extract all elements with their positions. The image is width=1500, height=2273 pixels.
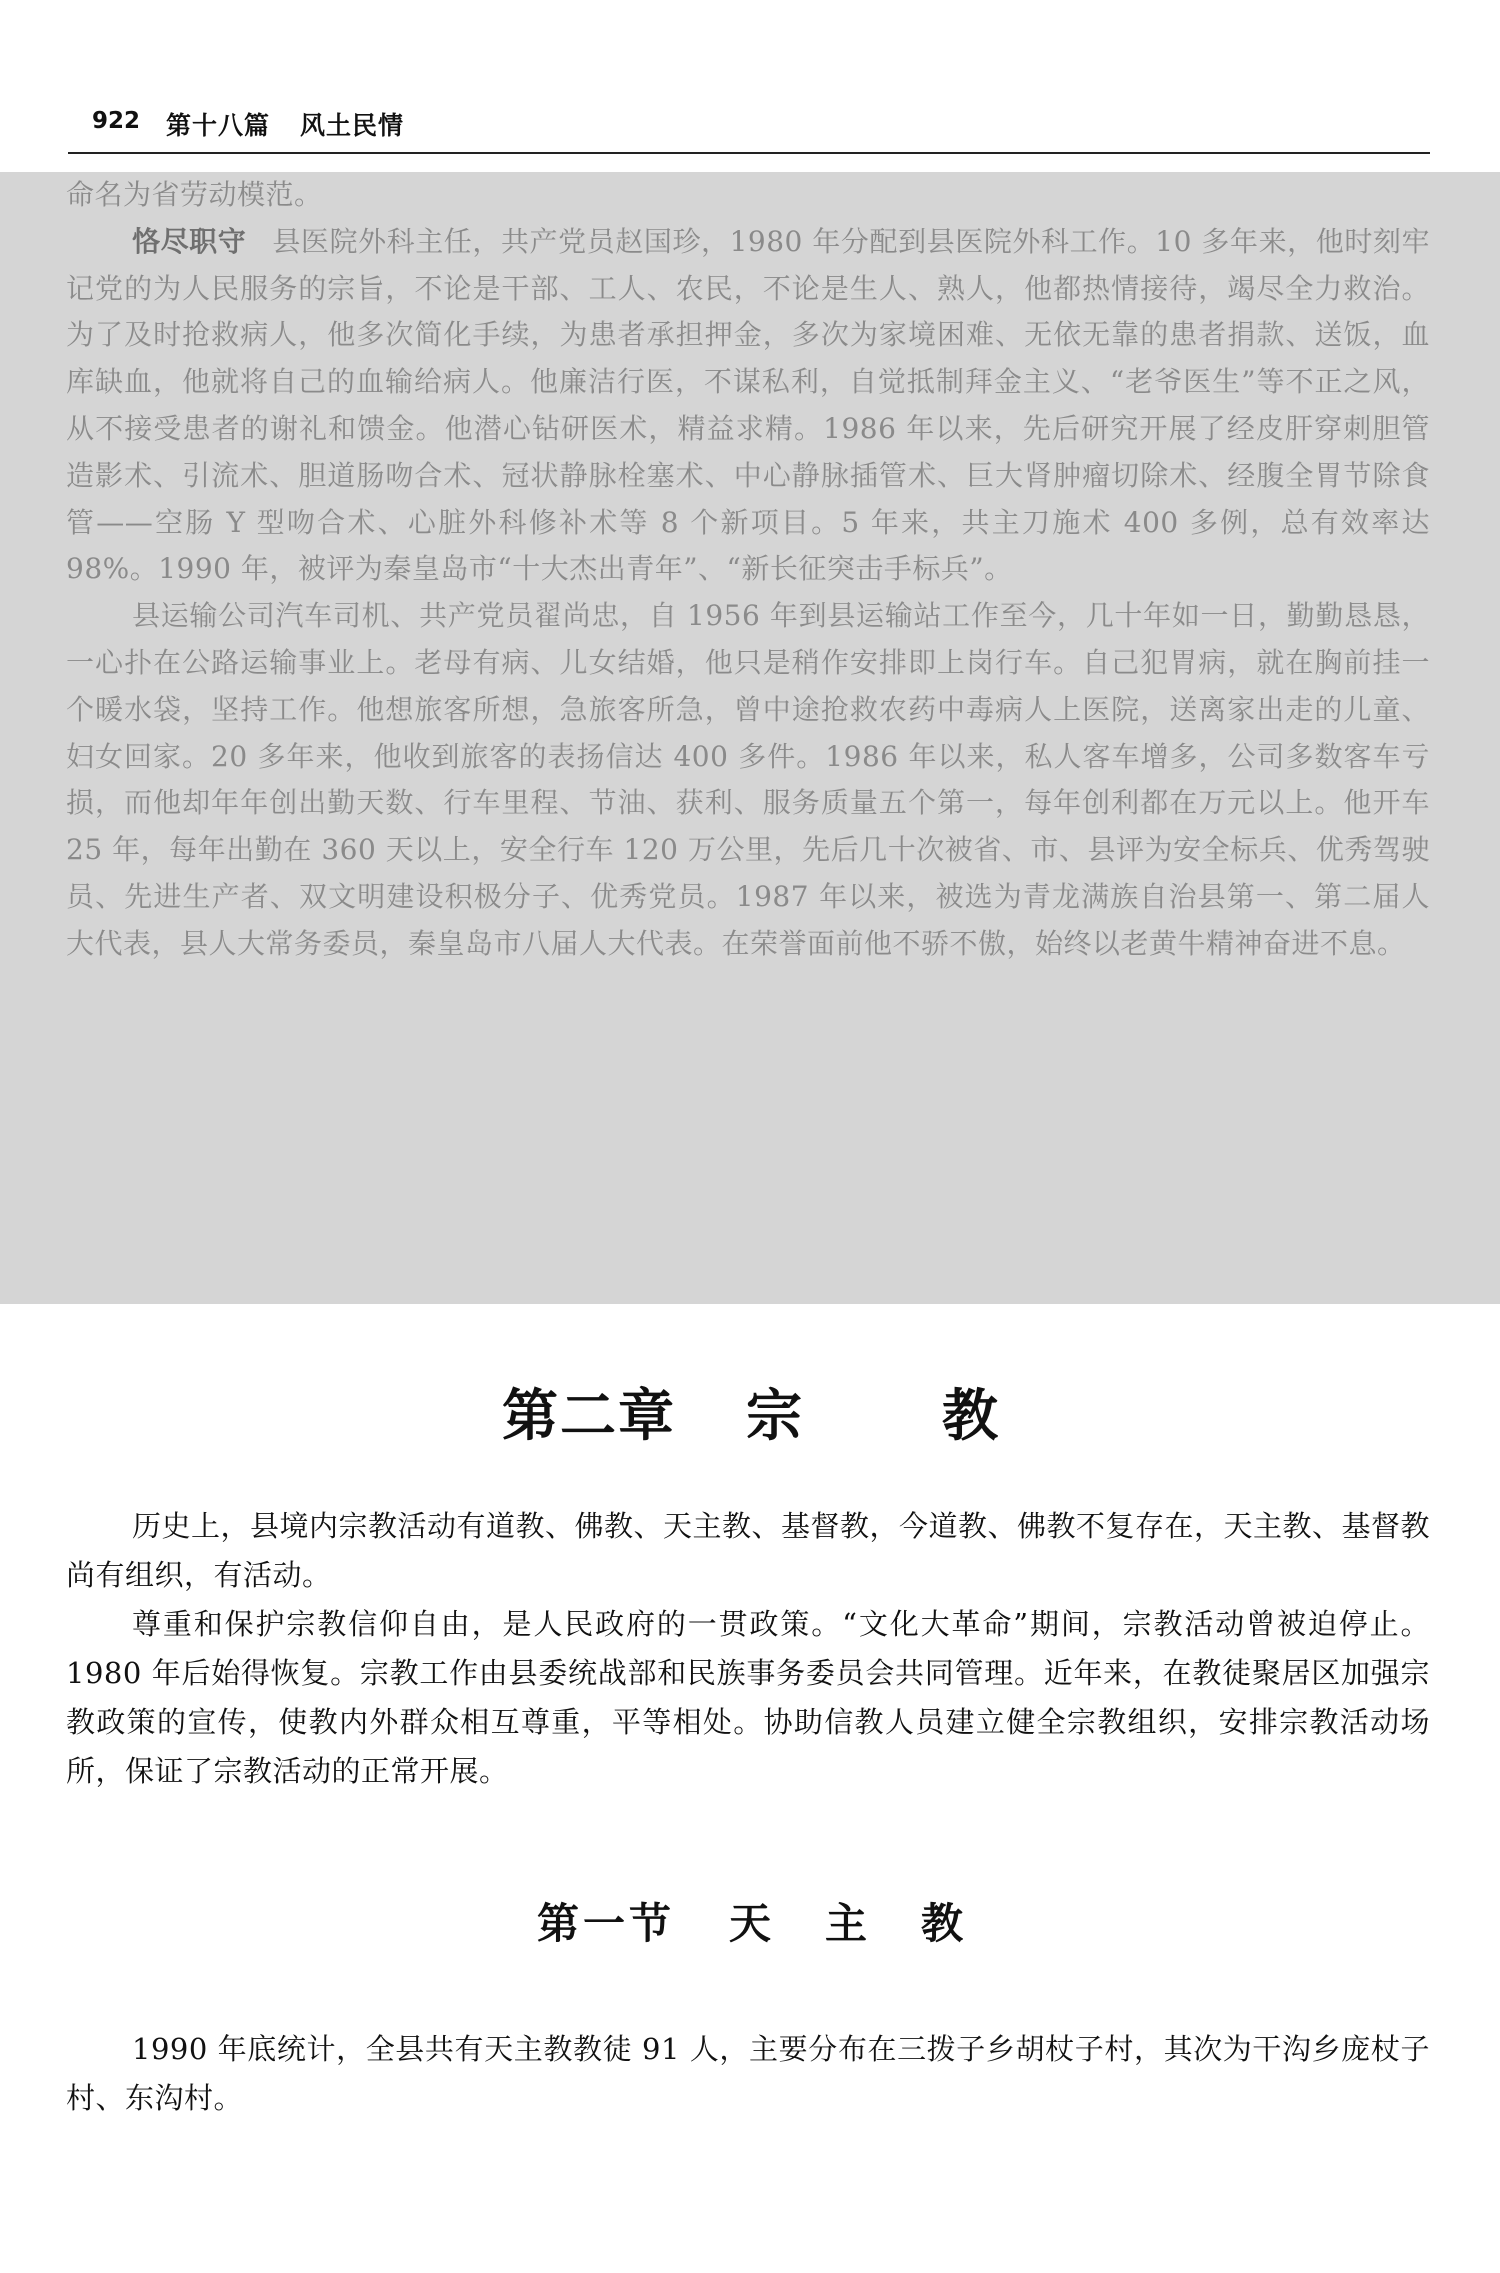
section-heading (0, 1891, 1500, 1951)
header-title (166, 106, 404, 142)
gray-paragraph-2-text: 县医院外科主任，共产党员赵国珍，1980 年分配到县医院外科工作。10 多年来，他时刻牢记党的为人民服务的宗旨，不论是干部、工人、农民，不论是生人、熟人，他都热情接待，竭尽全力救治。为了及时抢救病人，他多次简化手续，为患者承担押金，多次为家境困难、无依无靠的患者捐款、送饭，血库缺血，他就将自己的血输给病人。他廉洁行医，不谋私利，自觉抵制拜金主义、“老爷医生”等不正之风，从不接受患者的谢礼和馈金。他潜心钻研医术，精益求精。1986 年以来，先后研究开展了经皮肝穿刺胆管造影术、引流术、胆道肠吻合术、冠状静脉栓塞术、中心静脉插管术、巨大肾肿瘤切除术、经腹全胃节除食管——空肠 Y 型吻合术、心脏外科修补术等 8 个新项目。5 年来，共主刀施术 400 多例，总有效率达 98%。1990 年，被评为秦皇岛市“十大杰出青年”、“新长征突击手标兵”。 (66, 224, 1430, 586)
section-name: 天主教 (729, 1899, 1018, 1948)
part-name: 风土民情 (300, 111, 405, 140)
section-number: 第一节 (536, 1899, 675, 1948)
page-number: 922 (92, 108, 141, 134)
gray-paragraph-3: 县运输公司汽车司机、共产党员翟尚忠，自 1956 年到县运输站工作至今，几十年如一日，勤勤恳恳，一心扑在公路运输事业上。老母有病、儿女结婚，他只是稍作安排即上岗行车。自己犯胃病，就在胸前挂一个暖水袋，坚持工作。他想旅客所想，急旅客所急，曾中途抢救农药中毒病人上医院，送离家出走的儿童、妇女回家。20 多年来，他收到旅客的表扬信达 400 多件。1986 年以来，私人客车增多，公司多数客车亏损，而他却年年创出勤天数、行车里程、节油、获利、服务质量五个第一，每年创利都在万元以上。他开车 25 年，每年出勤在 360 天以上，安全行车 120 万公里，先后几十次被省、市、县评为安全标兵、优秀驾驶员、先进生产者、双文明建设积极分子、优秀党员。1987 年以来，被选为青龙满族自治县第一、第二届人大代表，县人大常务委员，秦皇岛市八届人大代表。在荣誉面前他不骄不傲，始终以老黄牛精神奋进不息。 (66, 599, 1430, 960)
intro-paragraph-2: 尊重和保护宗教信仰自由，是人民政府的一贯政策。“文化大革命”期间，宗教活动曾被迫停止。1980 年后始得恢复。宗教工作由县委统战部和民族事务委员会共同管理。近年来，在教徒聚居区加强宗教政策的宣传，使教内外群众相互尊重，平等相处。协助信教人员建立健全宗教组织，安排宗教活动场所，保证了宗教活动的正常开展。 (66, 1607, 1430, 1788)
gray-paragraph-1: 命名为省劳动模范。 (66, 178, 323, 211)
chapter-number: 第二章 (502, 1384, 676, 1449)
chapter-intro (66, 1502, 1430, 1796)
section-paragraph-1: 1990 年底统计，全县共有天主教教徒 91 人，主要分布在三拨子乡胡杖子村，其次为干沟乡庞杖子村、东沟村。 (66, 2032, 1430, 2115)
gray-paragraph-2 (66, 219, 1430, 593)
section-body (66, 2025, 1430, 2123)
paragraph-lead-heading: 恪尽职守 (132, 224, 247, 258)
running-header (68, 100, 1430, 154)
part-label: 第十八篇 (166, 111, 271, 140)
continued-text (66, 172, 1430, 968)
chapter-heading (0, 1372, 1500, 1452)
continued-section-shaded (0, 172, 1500, 1304)
chapter-name: 宗教 (746, 1384, 1138, 1449)
intro-paragraph-1: 历史上，县境内宗教活动有道教、佛教、天主教、基督教，今道教、佛教不复存在，天主教、基督教尚有组织，有活动。 (66, 1509, 1431, 1592)
